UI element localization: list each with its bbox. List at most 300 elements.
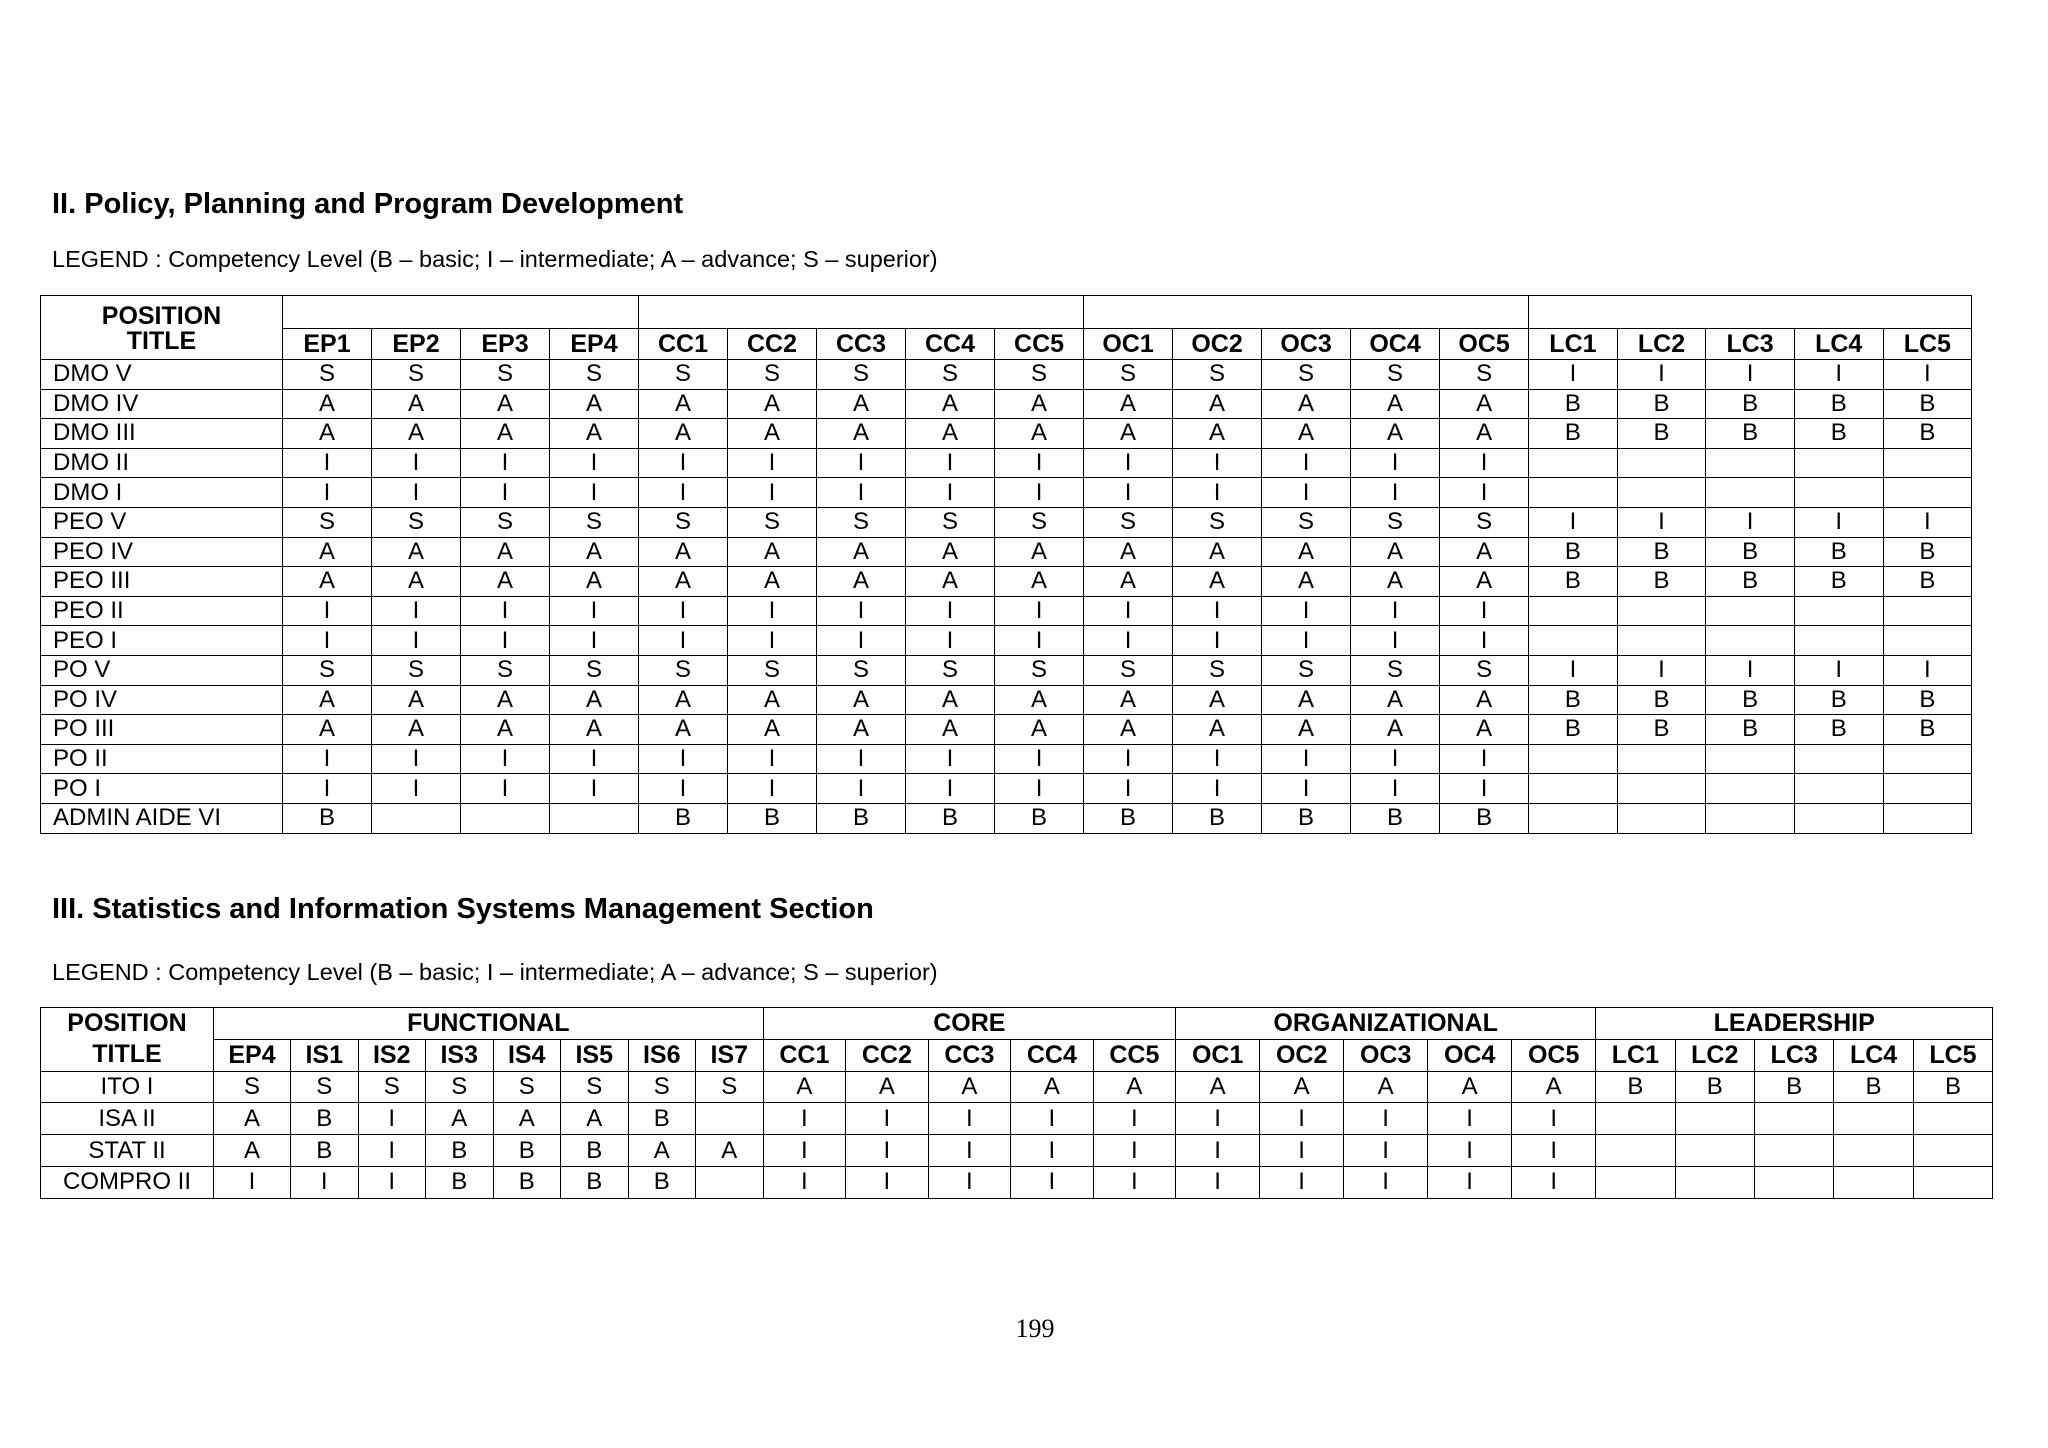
competency-level-cell: B [1440,803,1529,833]
competency-level-cell: I [1093,1103,1176,1135]
group-header-organizational [1084,296,1529,329]
competency-level-cell: I [1093,1166,1176,1198]
competency-level-cell [1794,626,1883,656]
competency-level-cell [1706,596,1795,626]
competency-level-cell [1883,744,1972,774]
position-title-cell: PEO I [41,626,283,656]
competency-level-cell: I [1260,1166,1344,1198]
competency-level-cell: B [1794,419,1883,449]
competency-level-cell: I [1084,744,1173,774]
position-title-cell: DMO I [41,478,283,508]
competency-level-cell: I [1173,744,1262,774]
competency-level-cell: B [1706,715,1795,745]
column-header: LC2 [1617,329,1706,360]
competency-level-cell: I [1260,1103,1344,1135]
competency-level-cell: I [358,1103,426,1135]
competency-level-cell: S [372,655,461,685]
competency-level-cell: I [1617,507,1706,537]
competency-level-cell: I [1440,596,1529,626]
competency-level-cell: I [1617,360,1706,390]
competency-level-cell: I [1262,596,1351,626]
competency-level-cell: B [1084,803,1173,833]
table-header-row [41,296,1972,329]
competency-level-cell: A [461,715,550,745]
competency-level-cell: A [817,389,906,419]
competency-level-cell: I [1262,744,1351,774]
competency-level-cell: I [1351,478,1440,508]
competency-level-cell: I [358,1135,426,1167]
competency-level-cell: I [372,596,461,626]
competency-level-cell: I [214,1166,291,1198]
competency-level-cell [1596,1166,1675,1198]
competency-level-cell: I [763,1103,846,1135]
competency-level-cell: A [461,389,550,419]
competency-level-cell: A [906,715,995,745]
title-header: TITLE [41,1039,214,1071]
table-row [41,715,1972,745]
competency-level-cell: A [283,567,372,597]
column-header: OC5 [1440,329,1529,360]
position-title-cell: PEO V [41,507,283,537]
competency-level-cell: I [1794,360,1883,390]
competency-level-cell: S [291,1071,359,1103]
competency-level-cell: B [1834,1071,1913,1103]
competency-level-cell: B [1794,567,1883,597]
competency-level-cell: I [372,774,461,804]
table-row [41,507,1972,537]
competency-level-cell: I [550,744,639,774]
competency-level-cell: A [461,419,550,449]
competency-level-cell: I [1440,626,1529,656]
competency-level-cell: B [995,803,1084,833]
competency-level-cell [1529,596,1618,626]
competency-level-cell: S [550,655,639,685]
competency-level-cell [1675,1135,1754,1167]
competency-level-cell: B [493,1166,561,1198]
competency-level-cell: I [1173,448,1262,478]
competency-level-cell: I [906,744,995,774]
competency-level-cell: A [1011,1071,1094,1103]
competency-level-cell: I [283,596,372,626]
column-header: IS6 [628,1039,696,1071]
group-header-leadership: LEADERSHIP [1596,1008,1993,1040]
competency-level-cell: S [817,507,906,537]
competency-level-cell: B [817,803,906,833]
competency-level-cell: A [1173,715,1262,745]
competency-level-cell: A [1262,419,1351,449]
competency-level-cell: I [372,626,461,656]
competency-level-cell: I [461,448,550,478]
competency-level-cell: A [214,1103,291,1135]
competency-level-cell: A [906,537,995,567]
competency-level-cell: I [461,774,550,804]
competency-level-cell: I [817,448,906,478]
column-header: OC4 [1428,1039,1512,1071]
competency-level-cell: B [283,803,372,833]
competency-level-cell: A [1173,685,1262,715]
competency-level-cell [461,803,550,833]
competency-level-cell: A [639,685,728,715]
competency-level-cell [1529,803,1618,833]
position-title-cell: ISA II [41,1103,214,1135]
competency-level-cell: I [817,626,906,656]
competency-level-cell: A [1351,389,1440,419]
table-row [41,774,1972,804]
competency-level-cell: S [1351,360,1440,390]
table-row [41,1166,1993,1198]
competency-level-cell: A [728,715,817,745]
competency-level-cell: I [1262,478,1351,508]
competency-level-cell [1794,774,1883,804]
competency-level-cell: S [283,360,372,390]
competency-level-cell: I [461,626,550,656]
competency-level-cell: I [1440,448,1529,478]
competency-level-cell: S [696,1071,764,1103]
competency-level-cell: A [628,1135,696,1167]
competency-level-cell: A [1440,537,1529,567]
competency-level-cell: A [1084,389,1173,419]
competency-level-cell: I [906,626,995,656]
competency-level-cell: I [995,774,1084,804]
position-title-cell: PEO II [41,596,283,626]
competency-level-cell: A [550,685,639,715]
competency-level-cell: A [728,567,817,597]
competency-level-cell: I [1529,655,1618,685]
competency-level-cell: I [1173,626,1262,656]
competency-level-cell: S [995,655,1084,685]
table-row [41,596,1972,626]
competency-level-cell: S [1440,360,1529,390]
competency-level-cell [1529,626,1618,656]
competency-level-cell: S [1351,507,1440,537]
competency-level-cell: I [372,478,461,508]
table-row [41,537,1972,567]
competency-level-cell [1794,744,1883,774]
competency-level-cell: I [1428,1103,1512,1135]
competency-level-cell: A [1351,567,1440,597]
column-header: LC5 [1883,329,1972,360]
competency-level-cell: B [1883,567,1972,597]
competency-level-cell: S [283,507,372,537]
competency-level-cell [1529,478,1618,508]
competency-level-cell: B [1529,715,1618,745]
competency-level-cell [1913,1103,1992,1135]
column-header: OC1 [1176,1039,1260,1071]
table-row [41,744,1972,774]
competency-level-cell: I [1344,1103,1428,1135]
competency-level-cell: B [1706,537,1795,567]
table-subheader-row [41,1039,1993,1071]
competency-level-cell [696,1103,764,1135]
column-header: CC3 [817,329,906,360]
competency-level-cell: I [1440,774,1529,804]
competency-level-cell: S [1173,655,1262,685]
competency-level-cell: B [561,1166,629,1198]
competency-level-cell [1617,596,1706,626]
competency-level-cell [1834,1166,1913,1198]
competency-level-cell: I [906,448,995,478]
competency-level-cell: A [1262,685,1351,715]
competency-level-cell [1529,448,1618,478]
column-header: CC3 [928,1039,1011,1071]
column-header: EP1 [283,329,372,360]
competency-level-cell: I [461,596,550,626]
table-row [41,685,1972,715]
competency-level-cell: A [1084,715,1173,745]
competency-level-cell [1675,1166,1754,1198]
competency-level-cell: S [1084,360,1173,390]
competency-level-cell: I [639,478,728,508]
competency-level-cell: A [817,685,906,715]
competency-level-cell: S [995,360,1084,390]
competency-level-cell: S [995,507,1084,537]
group-header-leadership [1529,296,1972,329]
competency-level-cell: I [1011,1103,1094,1135]
competency-level-cell: S [817,655,906,685]
competency-level-cell: I [1084,478,1173,508]
competency-level-cell [1617,803,1706,833]
competency-level-cell: I [1084,626,1173,656]
competency-level-cell: A [1173,537,1262,567]
competency-level-cell: S [1440,507,1529,537]
position-title-cell: DMO II [41,448,283,478]
competency-level-cell: I [928,1135,1011,1167]
competency-level-cell: A [639,419,728,449]
competency-level-cell: B [1794,685,1883,715]
competency-level-cell: I [1351,448,1440,478]
competency-level-cell [1883,803,1972,833]
competency-level-cell: I [372,744,461,774]
column-header: EP2 [372,329,461,360]
competency-level-cell: I [1706,655,1795,685]
competency-level-cell: B [1529,389,1618,419]
competency-level-cell: I [1173,774,1262,804]
competency-level-cell [1596,1103,1675,1135]
competency-level-cell: B [628,1103,696,1135]
competency-level-cell: A [372,567,461,597]
column-header: CC5 [1093,1039,1176,1071]
competency-level-cell [1596,1135,1675,1167]
competency-level-cell: A [372,419,461,449]
statistics-competency-table [40,1007,1993,1199]
competency-level-cell: I [846,1135,929,1167]
competency-level-cell: B [1706,389,1795,419]
competency-level-cell: A [1173,419,1262,449]
competency-level-cell [1913,1166,1992,1198]
competency-level-cell: A [1440,715,1529,745]
competency-level-cell: B [1706,419,1795,449]
competency-level-cell: A [906,567,995,597]
competency-level-cell: S [461,507,550,537]
competency-level-cell: A [928,1071,1011,1103]
competency-level-cell: I [291,1166,359,1198]
competency-level-cell: I [1084,448,1173,478]
competency-level-cell: A [846,1071,929,1103]
competency-level-cell: S [550,360,639,390]
competency-level-cell: I [1883,507,1972,537]
competency-level-cell: B [1529,537,1618,567]
competency-level-cell: S [1262,360,1351,390]
page-number: 199 [1015,1314,1055,1343]
competency-level-cell [1617,626,1706,656]
section-2-legend: LEGEND : Competency Level (B – basic; I – intermediate; A – advance; S – superior) [52,246,938,272]
competency-level-cell: I [1512,1135,1596,1167]
competency-level-cell: I [639,744,728,774]
position-title-cell: PO I [41,774,283,804]
competency-level-cell: I [1428,1166,1512,1198]
competency-level-cell: A [283,715,372,745]
policy-planning-competency-table [40,295,1972,834]
competency-level-cell: B [1913,1071,1992,1103]
competency-level-cell [1754,1135,1833,1167]
competency-level-cell: I [1176,1135,1260,1167]
competency-level-cell: A [817,537,906,567]
competency-level-cell: A [283,389,372,419]
table-row [41,1071,1993,1103]
competency-level-cell: B [426,1135,494,1167]
competency-level-cell: S [639,360,728,390]
competency-level-cell: I [995,626,1084,656]
competency-level-cell [1834,1135,1913,1167]
group-header-functional: FUNCTIONAL [214,1008,764,1040]
position-title-cell: DMO V [41,360,283,390]
competency-level-cell: A [906,685,995,715]
competency-level-cell: B [1617,419,1706,449]
competency-level-cell: I [763,1135,846,1167]
competency-level-cell: I [995,448,1084,478]
competency-level-cell: I [1084,774,1173,804]
competency-level-cell: I [728,774,817,804]
competency-level-cell: S [283,655,372,685]
column-header: IS5 [561,1039,629,1071]
column-header: CC5 [995,329,1084,360]
competency-level-cell: A [763,1071,846,1103]
position-title-cell: COMPRO II [41,1166,214,1198]
competency-level-cell [1706,448,1795,478]
group-header-organizational: ORGANIZATIONAL [1176,1008,1596,1040]
competency-level-cell: A [1428,1071,1512,1103]
column-header: LC1 [1529,329,1618,360]
competency-level-cell: S [628,1071,696,1103]
competency-level-cell: I [1351,626,1440,656]
table-row [41,1135,1993,1167]
column-header: CC1 [639,329,728,360]
competency-level-cell: S [1084,655,1173,685]
column-header: IS1 [291,1039,359,1071]
table-row [41,626,1972,656]
position-title-cell: PEO III [41,567,283,597]
section-3-legend: LEGEND : Competency Level (B – basic; I – intermediate; A – advance; S – superior) [52,959,938,985]
position-title-cell: STAT II [41,1135,214,1167]
competency-level-cell: I [550,448,639,478]
competency-level-cell: S [358,1071,426,1103]
competency-level-cell: A [550,715,639,745]
competency-level-cell: A [550,389,639,419]
competency-level-cell: I [639,596,728,626]
competency-level-cell: A [1084,685,1173,715]
competency-level-cell: B [1529,567,1618,597]
column-header: LC1 [1596,1039,1675,1071]
table-row [41,1103,1993,1135]
competency-level-cell: B [639,803,728,833]
competency-level-cell: S [728,360,817,390]
competency-level-cell: B [1883,389,1972,419]
competency-level-cell: A [1084,537,1173,567]
competency-level-cell: B [1675,1071,1754,1103]
competency-level-cell [1529,744,1618,774]
competency-level-cell: A [728,537,817,567]
column-header: OC2 [1173,329,1262,360]
competency-level-cell [1834,1103,1913,1135]
column-header: CC4 [906,329,995,360]
column-header: LC2 [1675,1039,1754,1071]
competency-level-cell: A [1262,537,1351,567]
table-row [41,803,1972,833]
competency-level-cell: I [995,478,1084,508]
competency-level-cell: I [283,774,372,804]
competency-level-cell: I [1344,1166,1428,1198]
competency-level-cell: S [561,1071,629,1103]
competency-level-cell: A [1344,1071,1428,1103]
competency-level-cell: A [696,1135,764,1167]
competency-level-cell [1617,448,1706,478]
competency-level-cell: A [426,1103,494,1135]
competency-level-cell: A [1262,567,1351,597]
competency-level-cell: A [817,715,906,745]
competency-level-cell: S [372,360,461,390]
competency-level-cell: B [1883,419,1972,449]
competency-level-cell: I [906,478,995,508]
competency-level-cell: A [493,1103,561,1135]
competency-level-cell [1794,478,1883,508]
competency-level-cell: A [372,389,461,419]
competency-level-cell: B [426,1166,494,1198]
competency-level-cell [1883,596,1972,626]
competency-level-cell: S [1084,507,1173,537]
competency-level-cell: B [1754,1071,1833,1103]
competency-level-cell: B [493,1135,561,1167]
competency-level-cell: S [906,655,995,685]
table-row [41,360,1972,390]
competency-level-cell: A [1173,389,1262,419]
position-title-cell: DMO III [41,419,283,449]
competency-level-cell [1706,803,1795,833]
competency-level-cell: A [550,567,639,597]
competency-level-cell: S [728,655,817,685]
competency-level-cell: I [1794,507,1883,537]
competency-level-cell: I [639,626,728,656]
competency-level-cell: I [1262,626,1351,656]
competency-level-cell: A [550,419,639,449]
competency-level-cell [1617,478,1706,508]
competency-level-cell [1706,744,1795,774]
competency-level-cell: I [1617,655,1706,685]
competency-level-cell: A [1440,567,1529,597]
column-header: LC4 [1834,1039,1913,1071]
competency-level-cell: A [817,419,906,449]
competency-level-cell: B [291,1135,359,1167]
competency-level-cell: I [1512,1166,1596,1198]
table-header-row [41,1008,1993,1040]
competency-level-cell: I [1011,1166,1094,1198]
position-header: POSITION [41,1008,214,1040]
competency-level-cell: I [358,1166,426,1198]
competency-level-cell: S [1173,360,1262,390]
position-header: POSITION [41,296,283,329]
position-title-cell: PO II [41,744,283,774]
competency-level-cell: A [561,1103,629,1135]
competency-level-cell: I [639,448,728,478]
